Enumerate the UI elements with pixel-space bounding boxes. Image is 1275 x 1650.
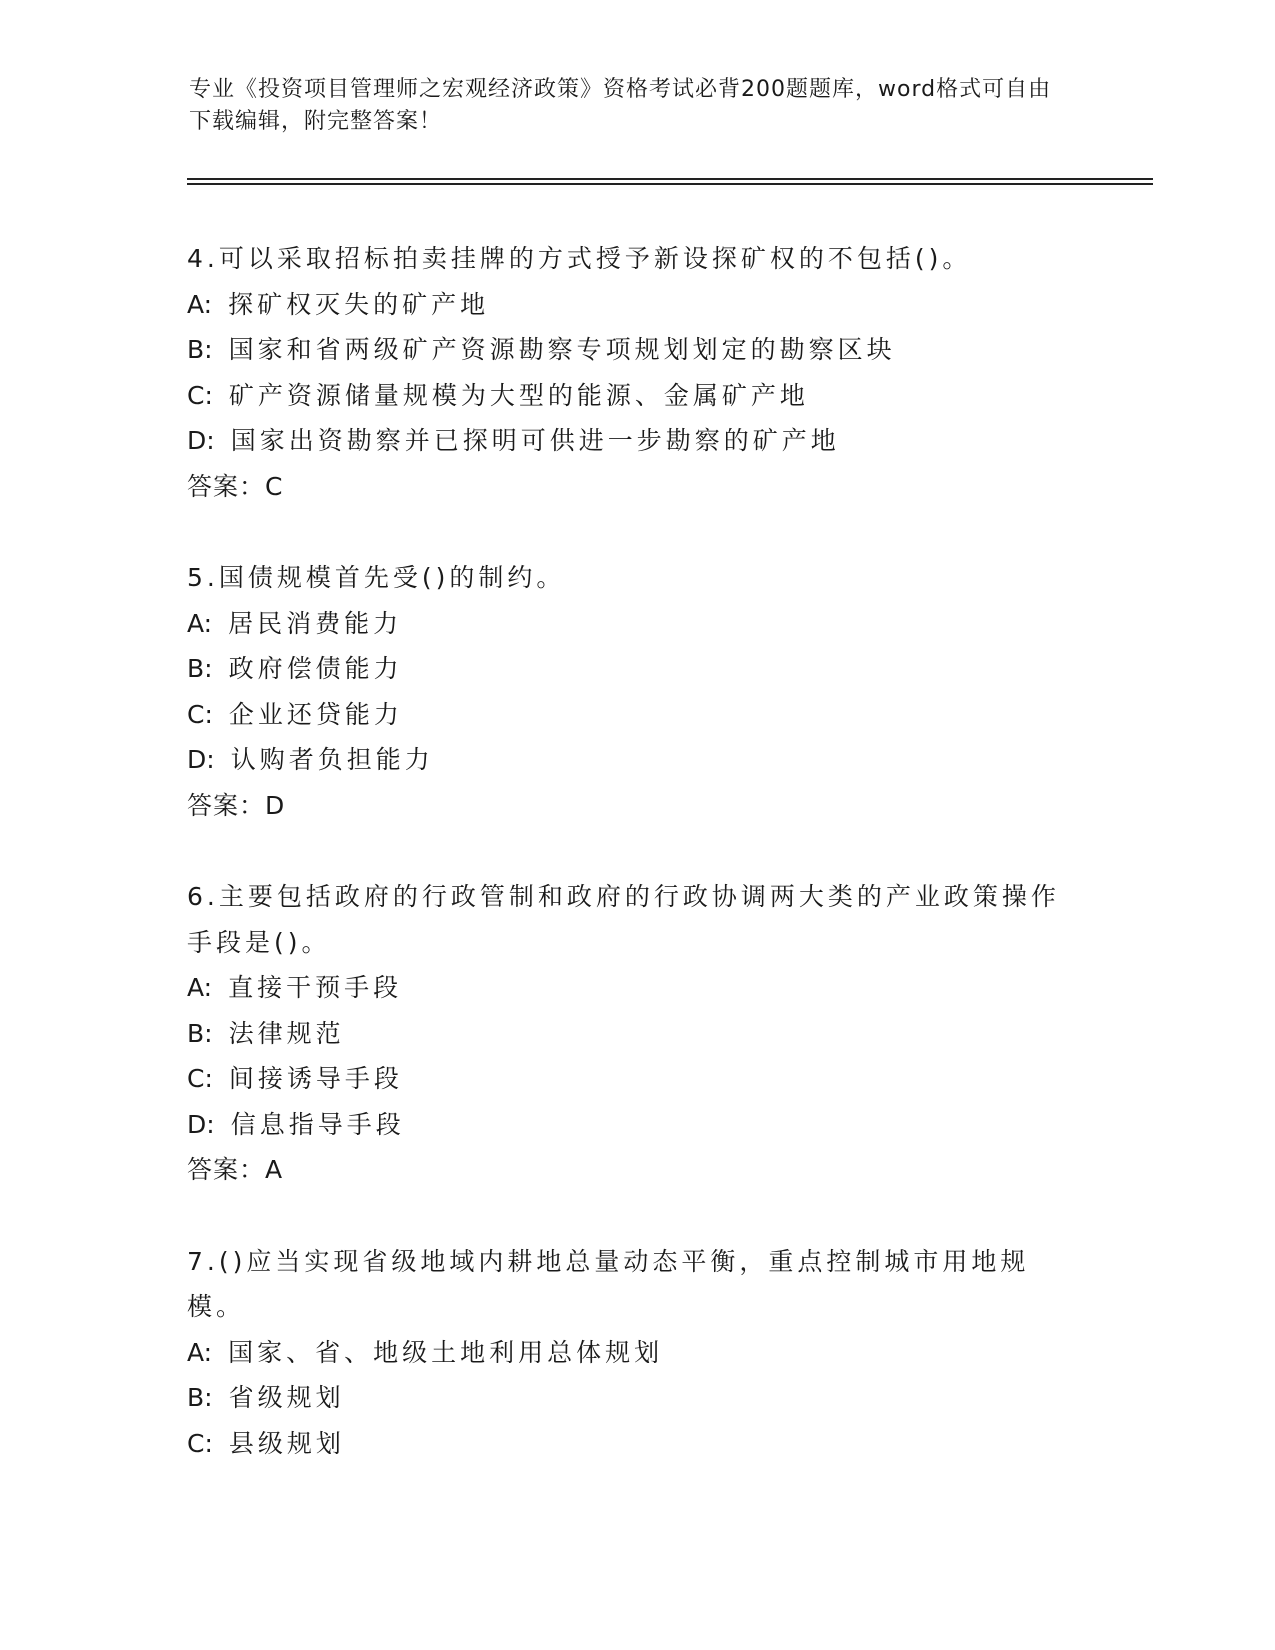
option-text: 信息指导手段 xyxy=(230,1109,405,1139)
option-a xyxy=(187,601,1067,647)
option-c xyxy=(187,1421,1067,1467)
option-d xyxy=(187,418,1067,464)
option-c xyxy=(187,373,1067,419)
question-stem: 6.主要包括政府的行政管制和政府的行政协调两大类的产业政策操作手段是()。 xyxy=(187,882,1060,957)
option-letter: A: xyxy=(187,1337,213,1367)
option-text: 企业还贷能力 xyxy=(228,699,403,729)
option-letter: A: xyxy=(187,973,213,1002)
option-letter: B: xyxy=(187,1018,213,1048)
option-letter: C: xyxy=(187,1064,213,1093)
option-letter: B: xyxy=(187,335,213,364)
option-text: 政府偿债能力 xyxy=(228,654,403,683)
document-header: 专业《投资项目管理师之宏观经济政策》资格考试必背200题题库，word格式可自由下载编辑，附完整答案！ xyxy=(189,77,1052,134)
option-d xyxy=(187,1102,1067,1148)
option-letter: D: xyxy=(187,426,215,455)
question-item xyxy=(187,555,1067,828)
option-b xyxy=(187,327,1067,373)
question-stem: 4.可以采取招标拍卖挂牌的方式授予新设探矿权的不包括()。 xyxy=(187,244,972,273)
option-c xyxy=(187,1056,1067,1102)
question-item xyxy=(187,874,1067,1193)
option-text: 国家、省、地级土地利用总体规划 xyxy=(228,1337,664,1367)
option-letter: D: xyxy=(187,745,215,774)
option-text: 直接干预手段 xyxy=(228,973,403,1002)
option-letter: B: xyxy=(187,654,213,683)
question-stem: 5.国债规模首先受()的制约。 xyxy=(187,563,566,592)
option-text: 县级规划 xyxy=(228,1428,345,1458)
option-text: 省级规划 xyxy=(228,1383,345,1412)
option-b xyxy=(187,1011,1067,1057)
answer-line: 答案：C xyxy=(187,471,284,501)
option-text: 矿产资源储量规模为大型的能源、金属矿产地 xyxy=(228,380,809,410)
option-letter: B: xyxy=(187,1383,213,1412)
option-letter: A: xyxy=(187,608,213,638)
option-d xyxy=(187,737,1067,783)
option-a xyxy=(187,1330,1067,1376)
option-letter: A: xyxy=(187,289,213,319)
question-stem: 7.()应当实现省级地域内耕地总量动态平衡，重点控制城市用地规模。 xyxy=(187,1246,1030,1321)
option-a xyxy=(187,965,1067,1011)
question-item xyxy=(187,236,1067,509)
option-text: 居民消费能力 xyxy=(228,608,403,638)
option-text: 间接诱导手段 xyxy=(228,1064,403,1093)
option-text: 国家和省两级矿产资源勘察专项规划划定的勘察区块 xyxy=(228,335,896,364)
option-letter: C: xyxy=(187,699,213,729)
option-text: 国家出资勘察并已探明可供进一步勘察的矿产地 xyxy=(230,426,840,455)
answer-line: 答案：D xyxy=(187,790,286,820)
option-text: 法律规范 xyxy=(228,1018,345,1048)
option-b xyxy=(187,646,1067,692)
option-c xyxy=(187,692,1067,738)
header-divider-top xyxy=(187,178,1153,180)
option-a xyxy=(187,282,1067,328)
option-letter: C: xyxy=(187,1428,213,1458)
answer-line: 答案：A xyxy=(187,1155,284,1184)
option-letter: D: xyxy=(187,1109,215,1139)
option-text: 探矿权灭失的矿产地 xyxy=(228,289,490,319)
question-item xyxy=(187,1239,1067,1467)
header-divider-bottom xyxy=(187,183,1153,185)
option-letter: C: xyxy=(187,380,213,410)
option-b xyxy=(187,1375,1067,1421)
option-text: 认购者负担能力 xyxy=(230,745,434,774)
question-list xyxy=(187,236,1067,1512)
